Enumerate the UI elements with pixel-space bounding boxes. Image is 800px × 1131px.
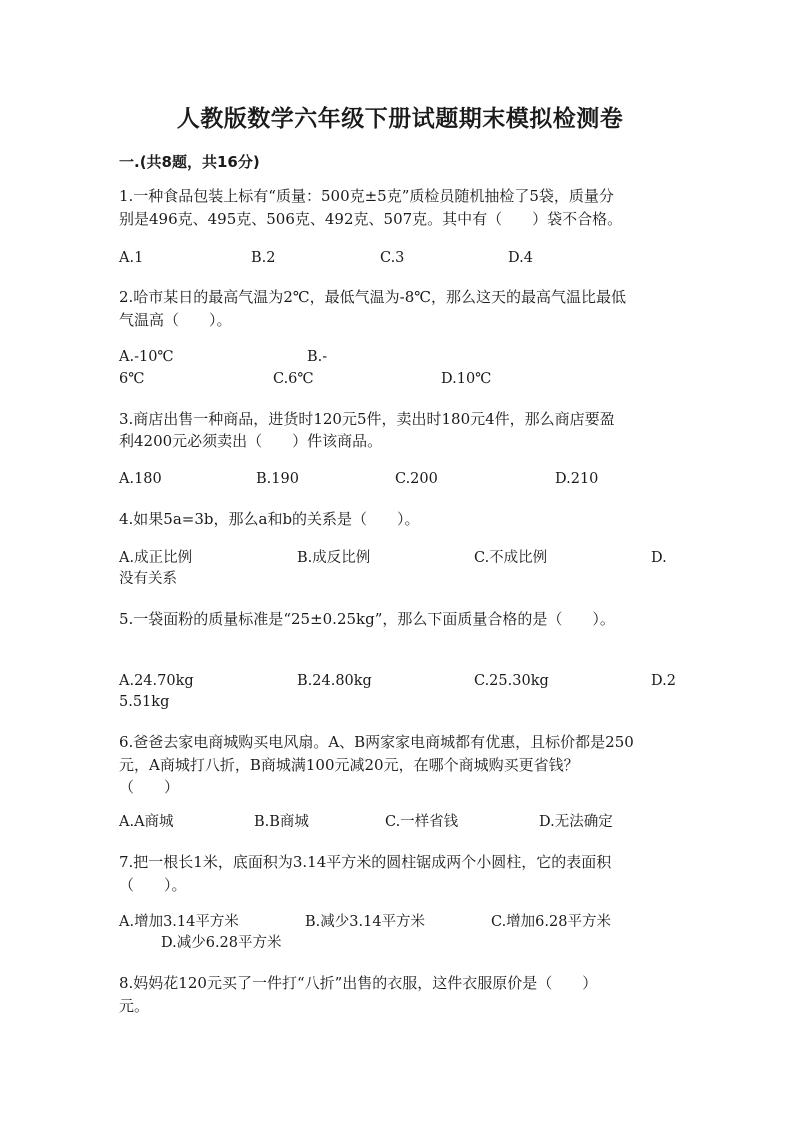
question-8-line-2: 元。 bbox=[119, 997, 150, 1015]
question-3-line-1: 3.商店出售一种商品，进货时120元5件，卖出时180元4件，那么商店要盈 bbox=[119, 410, 615, 428]
section-heading: 一.(共8题，共16分) bbox=[119, 153, 260, 171]
question-5-option-a: A.24.70kg bbox=[119, 673, 194, 689]
question-3-option-b: B.190 bbox=[256, 471, 299, 487]
question-3-option-a: A.180 bbox=[119, 471, 162, 487]
question-1-option-a: A.1 bbox=[119, 250, 144, 266]
question-4-option-a: A.成正比例 bbox=[119, 550, 193, 566]
question-7-line-1: 7.把一根长1米，底面积为3.14平方米的圆柱锯成两个小圆柱，它的表面积 bbox=[119, 853, 612, 871]
question-7-line-2: （ ）。 bbox=[119, 876, 187, 894]
question-4-option-d-cont: 没有关系 bbox=[119, 571, 177, 587]
question-7-option-b: B.减少3.14平方米 bbox=[305, 914, 426, 930]
question-3-line-2: 利4200元必须卖出（ ）件该商品。 bbox=[119, 432, 383, 450]
question-1-option-d: D.4 bbox=[508, 250, 533, 266]
question-6-line-1: 6.爸爸去家电商城购买电风扇。A、B两家家电商城都有优惠，且标价都是250 bbox=[119, 733, 634, 751]
question-3-option-c: C.200 bbox=[395, 471, 438, 487]
question-7-option-d: D.减少6.28平方米 bbox=[161, 935, 282, 951]
question-1-option-c: C.3 bbox=[380, 250, 405, 266]
question-8-line-1: 8.妈妈花120元买了一件打“八折”出售的衣服，这件衣服原价是（ ） bbox=[119, 974, 598, 992]
question-5-line-1: 5.一袋面粉的质量标准是“25±0.25kg”，那么下面质量合格的是（ ）。 bbox=[119, 610, 615, 628]
page-title: 人教版数学六年级下册试题期末模拟检测卷 bbox=[176, 106, 624, 132]
question-5-option-d: D.2 bbox=[651, 673, 676, 689]
question-2-option-b-cont: 6℃ bbox=[119, 371, 145, 387]
question-2-option-b: B.- bbox=[307, 349, 328, 365]
question-6-line-2: 元，A商城打八折，B商城满100元减20元，在哪个商城购买更省钱？ bbox=[119, 756, 579, 774]
question-1-line-1: 1.一种食品包装上标有“质量：500克±5克”质检员随机抽检了5袋，质量分 bbox=[119, 187, 614, 205]
question-1-option-b: B.2 bbox=[251, 250, 276, 266]
question-4-option-d: D. bbox=[651, 550, 667, 566]
question-3-option-d: D.210 bbox=[555, 471, 599, 487]
question-6-option-c: C.一样省钱 bbox=[385, 814, 459, 830]
question-4-option-b: B.成反比例 bbox=[297, 550, 371, 566]
question-6-option-a: A.A商城 bbox=[119, 814, 174, 830]
question-2-line-2: 气温高（ ）。 bbox=[119, 311, 232, 329]
question-6-option-d: D.无法确定 bbox=[539, 814, 613, 830]
question-6-line-3: （ ） bbox=[119, 778, 180, 796]
question-7-option-c: C.增加6.28平方米 bbox=[491, 914, 611, 930]
question-2-option-d: D.10℃ bbox=[441, 371, 492, 387]
question-2-option-c: C.6℃ bbox=[273, 371, 314, 387]
question-5-option-b: B.24.80kg bbox=[297, 673, 372, 689]
question-4-option-c: C.不成比例 bbox=[474, 550, 548, 566]
question-4-line-1: 4.如果5a=3b，那么a和b的关系是（ ）。 bbox=[119, 510, 420, 528]
question-5-option-d-cont: 5.51kg bbox=[119, 694, 170, 710]
question-1-line-2: 别是496克、495克、506克、492克、507克。其中有（ ）袋不合格。 bbox=[119, 210, 623, 228]
question-6-option-b: B.B商城 bbox=[254, 814, 309, 830]
question-2-line-1: 2.哈市某日的最高气温为2℃，最低气温为-8℃，那么这天的最高气温比最低 bbox=[119, 288, 627, 306]
question-2-option-a: A.-10℃ bbox=[119, 349, 174, 365]
question-7-option-a: A.增加3.14平方米 bbox=[119, 914, 239, 930]
question-5-option-c: C.25.30kg bbox=[474, 673, 549, 689]
